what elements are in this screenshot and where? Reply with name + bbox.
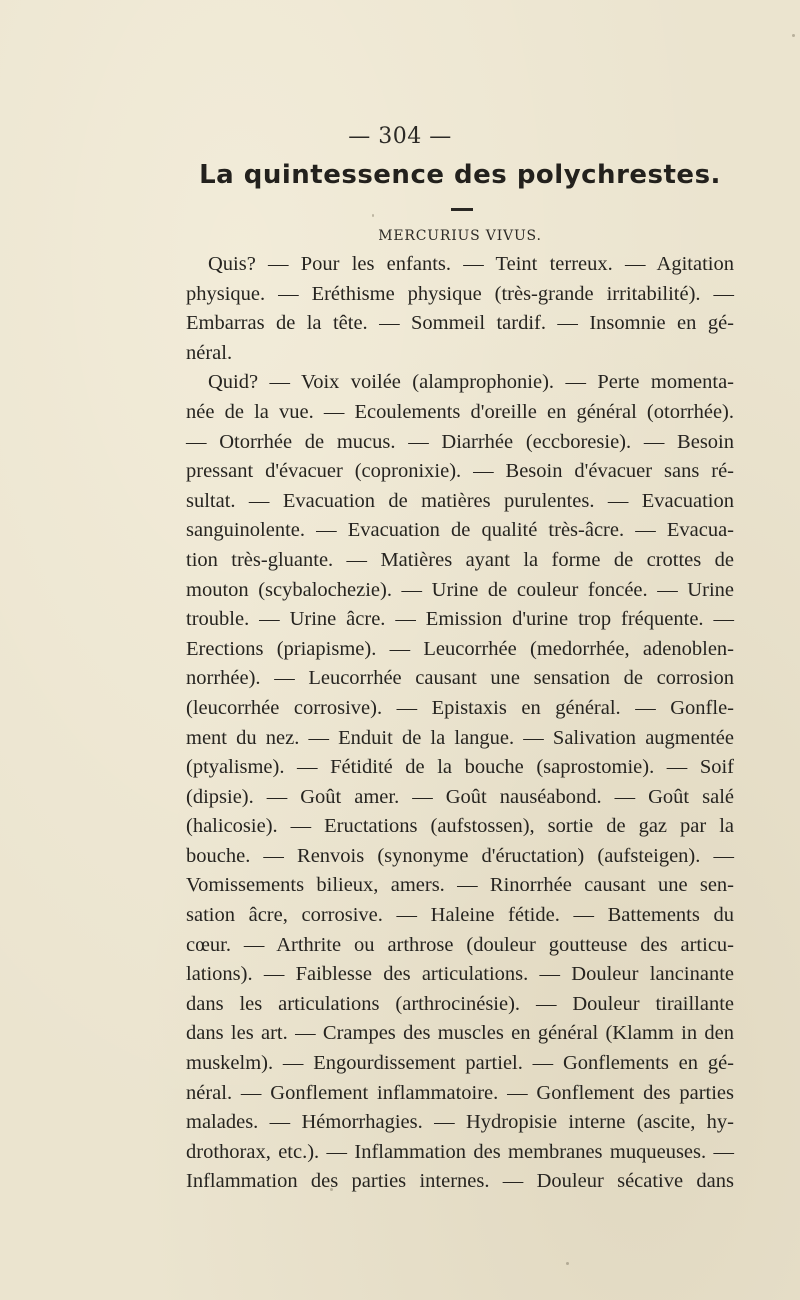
body-text [186,250,734,1197]
text-line: pressant d'évacuer (copronixie). — Besoin d'évacuer sans ré- [186,460,734,483]
text-line: Vomissements bilieux, amers. — Rinorrhée causant une sen- [186,874,734,897]
text-line: née de la vue. — Ecoulements d'oreille en général (otorrhée). [186,400,734,423]
text-line: mouton (scybalochezie). — Urine de couleur foncée. — Urine [186,578,734,601]
text-line: Inflammation des parties internes. — Douleur sécative dans [186,1170,734,1193]
paper-spot [330,1188,333,1191]
text-line: trouble. — Urine âcre. — Emission d'urine trop fréquente. — [186,608,734,631]
text-line: sation âcre, corrosive. — Haleine fétide. — Battements du [186,904,734,927]
text-line: tion très-gluante. — Matières ayant la forme de crottes de [186,548,734,571]
text-line: Quis? — Pour les enfants. — Teint terreux. — Agitation [208,253,734,275]
paper-spot [372,214,374,217]
text-line: norrhée). — Leucorrhée causant une sensation de corrosion [186,667,734,690]
text-line: néral. [186,341,233,364]
text-line: bouche. — Renvois (synonyme d'éructation) (aufsteigen). — [186,844,734,867]
paper-spot [792,34,795,37]
title-rule [451,208,473,211]
text-line: physique. — Eréthisme physique (très-grande irritabilité). — [186,282,734,305]
text-line: néral. — Gonflement inflammatoire. — Gonflement des parties [186,1081,734,1104]
text-line: — Otorrhée de mucus. — Diarrhée (eccboresie). — Besoin [186,430,734,453]
text-line: malades. — Hémorrhagies. — Hydropisie interne (ascite, hy- [186,1111,734,1134]
section-heading: MERCURIUS VIVUS. [378,228,542,244]
paper-spot [566,1262,569,1265]
text-line: (leucorrhée corrosive). — Epistaxis en général. — Gonfle- [186,696,734,719]
text-line: Erections (priapisme). — Leucorrhée (medorrhée, adenoblen- [186,637,734,660]
text-line: ment du nez. — Enduit de la langue. — Salivation augmentée [186,726,734,749]
text-line: (halicosie). — Eructations (aufstossen), sortie de gaz par la [186,815,734,838]
text-line: cœur. — Arthrite ou arthrose (douleur goutteuse des articu- [186,933,734,956]
page-title: La quintessence des polychrestes. [199,160,721,190]
text-line: muskelm). — Engourdissement partiel. — Gonflements en gé- [186,1052,734,1075]
text-line: (dipsie). — Goût amer. — Goût nauséabond. — Goût salé [186,785,734,808]
text-line: dans les art. — Crampes des muscles en général (Klamm in den [186,1022,734,1045]
text-line: Embarras de la tête. — Sommeil tardif. — Insomnie en gé- [186,312,734,335]
text-line: dans les articulations (arthrocinésie). — Douleur tiraillante [186,992,734,1015]
text-line: Quid? — Voix voilée (alamprophonie). — Perte momenta- [208,371,734,394]
text-line: (ptyalisme). — Fétidité de la bouche (saprostomie). — Soif [186,756,734,779]
page-number: — 304 — [348,124,452,149]
text-line: sanguinolente. — Evacuation de qualité très-âcre. — Evacua- [186,519,734,542]
text-line: sultat. — Evacuation de matières purulentes. — Evacuation [186,489,734,512]
text-line: lations). — Faiblesse des articulations. — Douleur lancinante [186,963,734,986]
text-line: drothorax, etc.). — Inflammation des membranes muqueuses. — [186,1140,734,1163]
